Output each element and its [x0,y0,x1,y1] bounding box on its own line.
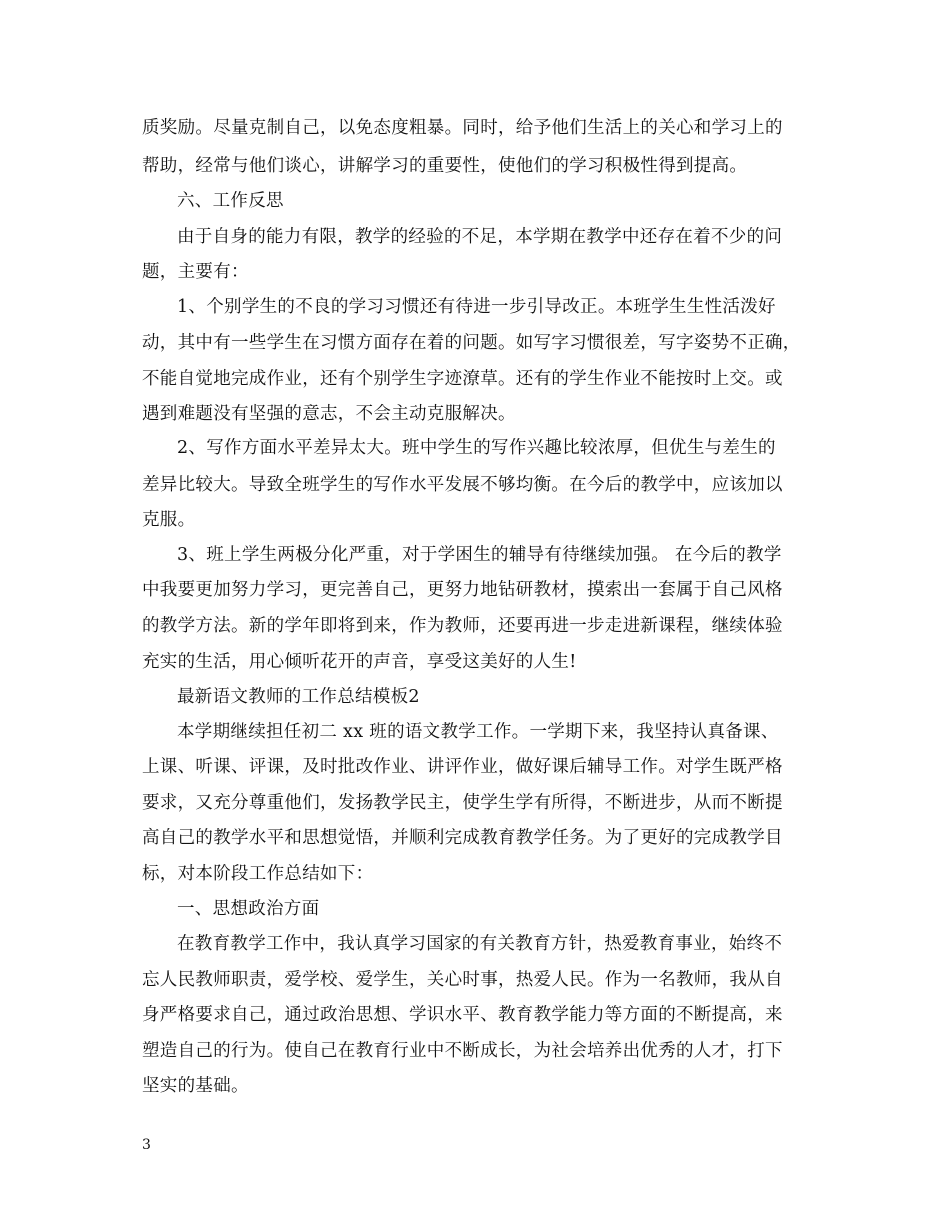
text-line: 中我要更加努力学习，更完善自己，更努力地钻研教材，摸索出一套属于自己风格 [142,580,783,600]
text-line: 克服。 [142,510,196,530]
text-line: 忘人民教师职责，爱学校、爱学生，关心时事，热爱人民。作为一名教师，我从自 [142,970,783,990]
text-line: 动，其中有一些学生在习惯方面存在着的问题。如写字习惯很差，写字姿势不正确， [142,333,801,353]
text-line: 上课、听课、评课，及时批改作业、讲评作业，做好课后辅导工作。对学生既严格 [142,757,783,777]
text-line: 2、写作方面水平差异太大。班中学生的写作兴趣比较浓厚，但优生与差生的 [177,438,776,458]
text-line: 质奖励。尽量克制自己，以免态度粗暴。同时，给予他们生活上的关心和学习上的 [142,118,783,138]
section-heading: 最新语文教师的工作总结模板2 [177,687,420,707]
text-line: 1、个别学生的不良的学习习惯还有待进一步引导改正。本班学生生性活泼好 [177,297,776,317]
text-line: 在教育教学工作中，我认真学习国家的有关教育方针，热爱教育事业，始终不 [177,934,783,954]
text-line: 充实的生活，用心倾听花开的声音，享受这美好的人生! [142,652,577,672]
text-line: 塑造自己的行为。使自己在教育行业中不断成长，为社会培养出优秀的人才，打下 [142,1041,783,1061]
section-heading: 六、工作反思 [177,191,284,211]
text-line: 本学期继续担任初二 xx 班的语文教学工作。一学期下来，我坚持认真备课、 [177,722,779,742]
text-line: 遇到难题没有坚强的意志，不会主动克服解决。 [142,404,516,424]
text-line: 高自己的教学水平和思想觉悟，并顺利完成教育教学任务。为了更好的完成教学目 [142,828,783,848]
text-line: 题，主要有： [142,262,249,282]
text-line: 由于自身的能力有限，教学的经验的不足，本学期在教学中还存在着不少的问 [177,227,783,247]
text-line: 的教学方法。新的学年即将到来，作为教师，还要再进一步走进新课程，继续体验 [142,616,783,636]
section-heading: 一、思想政治方面 [177,899,320,919]
text-line: 不能自觉地完成作业，还有个别学生字迹潦草。还有的学生作业不能按时上交。或 [142,369,783,389]
text-line: 标，对本阶段工作总结如下： [142,864,374,884]
text-line: 差异比较大。导致全班学生的写作水平发展不够均衡。在今后的教学中，应该加以 [142,475,783,495]
text-line: 坚实的基础。 [142,1076,249,1096]
text-line: 身严格要求自己，通过政治思想、学识水平、教育教学能力等方面的不断提高，来 [142,1005,783,1025]
text-line: 要求，又充分尊重他们，发扬教学民主，使学生学有所得，不断进步，从而不断提 [142,793,783,813]
text-line: 帮助，经常与他们谈心，讲解学习的重要性，使他们的学习积极性得到提高。 [142,156,748,176]
text-line: 3、班上学生两极分化严重，对于学困生的辅导有待继续加强。 在今后的教学 [177,545,782,565]
page-number: 3 [142,1137,151,1153]
